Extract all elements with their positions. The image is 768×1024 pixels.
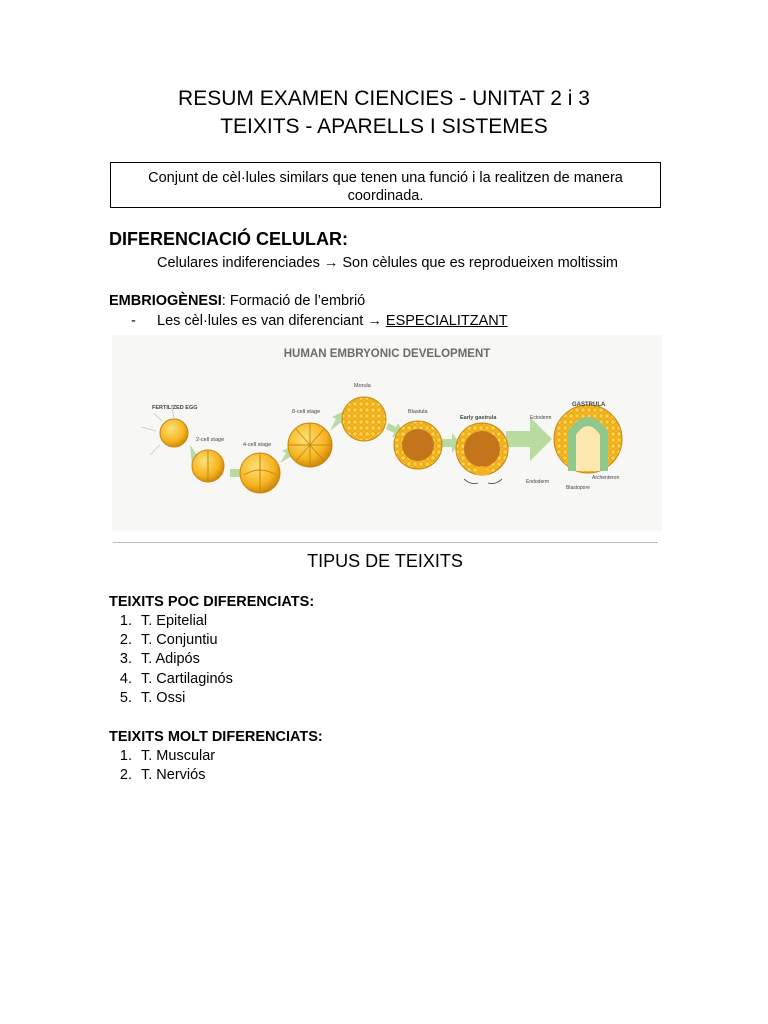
list-text: T. Conjuntiu [141,632,218,649]
embriogenesi-bullet: - [131,313,136,329]
early-gastrula-cavity [464,431,500,467]
embryonic-development-figure [112,335,662,531]
label-gastrula: GASTRULA [572,402,606,408]
embriogenesi-text: : Formació de l’embrió [221,293,366,309]
list-item [110,650,233,669]
embriogenesi-line [109,292,365,310]
molt-list [110,747,215,785]
poc-heading: TEIXITS POC DIFERENCIATS: [109,594,315,610]
label-fertilized-egg: FERTILIZED EGG [152,405,198,411]
label-two-cell: 2-cell stage [196,437,225,443]
label-four-cell: 4-cell stage [243,442,272,448]
label-eight-cell: 8-cell stage [292,409,321,415]
label-blastula: Blastula [408,409,428,415]
list-number: 3. [119,651,132,668]
list-item [110,766,215,785]
list-number: 5. [119,689,132,706]
list-text: T. Epitelial [141,613,208,629]
definition-text: Conjunt de cèl·lules similars que tenen una funció i la realitzen de manera coordinada. [148,170,623,204]
label-endoderm: Endoderm [526,479,550,485]
list-text: T. Cartilaginós [141,670,233,687]
fertilized-egg-cell [160,419,188,447]
list-number: 4. [119,670,132,687]
definition-box [110,162,661,208]
embriogenesi-item-text: Les cèl·lules es van diferenciant → [157,313,386,329]
label-blastopore: Blastopore [566,485,590,491]
diferenciacio-heading: DIFERENCIACIÓ CELULAR: [109,229,348,249]
list-number: 1. [119,613,132,629]
list-text: T. Muscular [141,748,216,764]
document-title-line1: RESUM EXAMEN CIENCIES - UNITAT 2 i 3 [178,87,590,110]
diferenciacio-line: Celulares indiferenciades → Son cèlules que es reprodueixen moltissim [157,255,619,271]
blastocoel [402,429,434,461]
motion-arrow [464,479,478,484]
list-number: 1. [119,748,132,764]
list-item [110,747,215,766]
list-text: T. Ossi [141,689,186,706]
embryonic-development-illustration [112,335,662,531]
list-item [110,670,233,689]
label-early-gastrula: Early gastrula [460,415,497,421]
embriogenesi-label: EMBRIOGÈNESI [109,293,222,309]
archenteron [576,426,600,471]
list-text: T. Nerviós [141,767,206,784]
poc-list [110,612,233,708]
especialitzant-underlined: ESPECIALITZANT [385,313,508,329]
label-morula: Morula [354,383,371,389]
document-title-line2: TEIXITS - APARELLS I SISTEMES [220,115,548,138]
section-title: TIPUS DE TEIXITS [307,551,463,571]
label-archenteron: Archenteron [592,475,620,481]
figure-title: HUMAN EMBRYONIC DEVELOPMENT [283,348,491,360]
morula [342,397,386,441]
label-ectoderm: Ectoderm [530,415,552,421]
list-item [110,631,233,650]
embriogenesi-item [157,312,508,330]
list-number: 2. [119,767,132,784]
list-text: T. Adipós [141,651,200,668]
big-arrow [506,417,552,461]
divider [113,542,658,543]
list-number: 2. [119,632,132,649]
list-item [110,689,233,708]
motion-arrow [488,479,502,484]
molt-heading: TEIXITS MOLT DIFERENCIATS: [109,729,323,745]
list-item [110,612,233,631]
